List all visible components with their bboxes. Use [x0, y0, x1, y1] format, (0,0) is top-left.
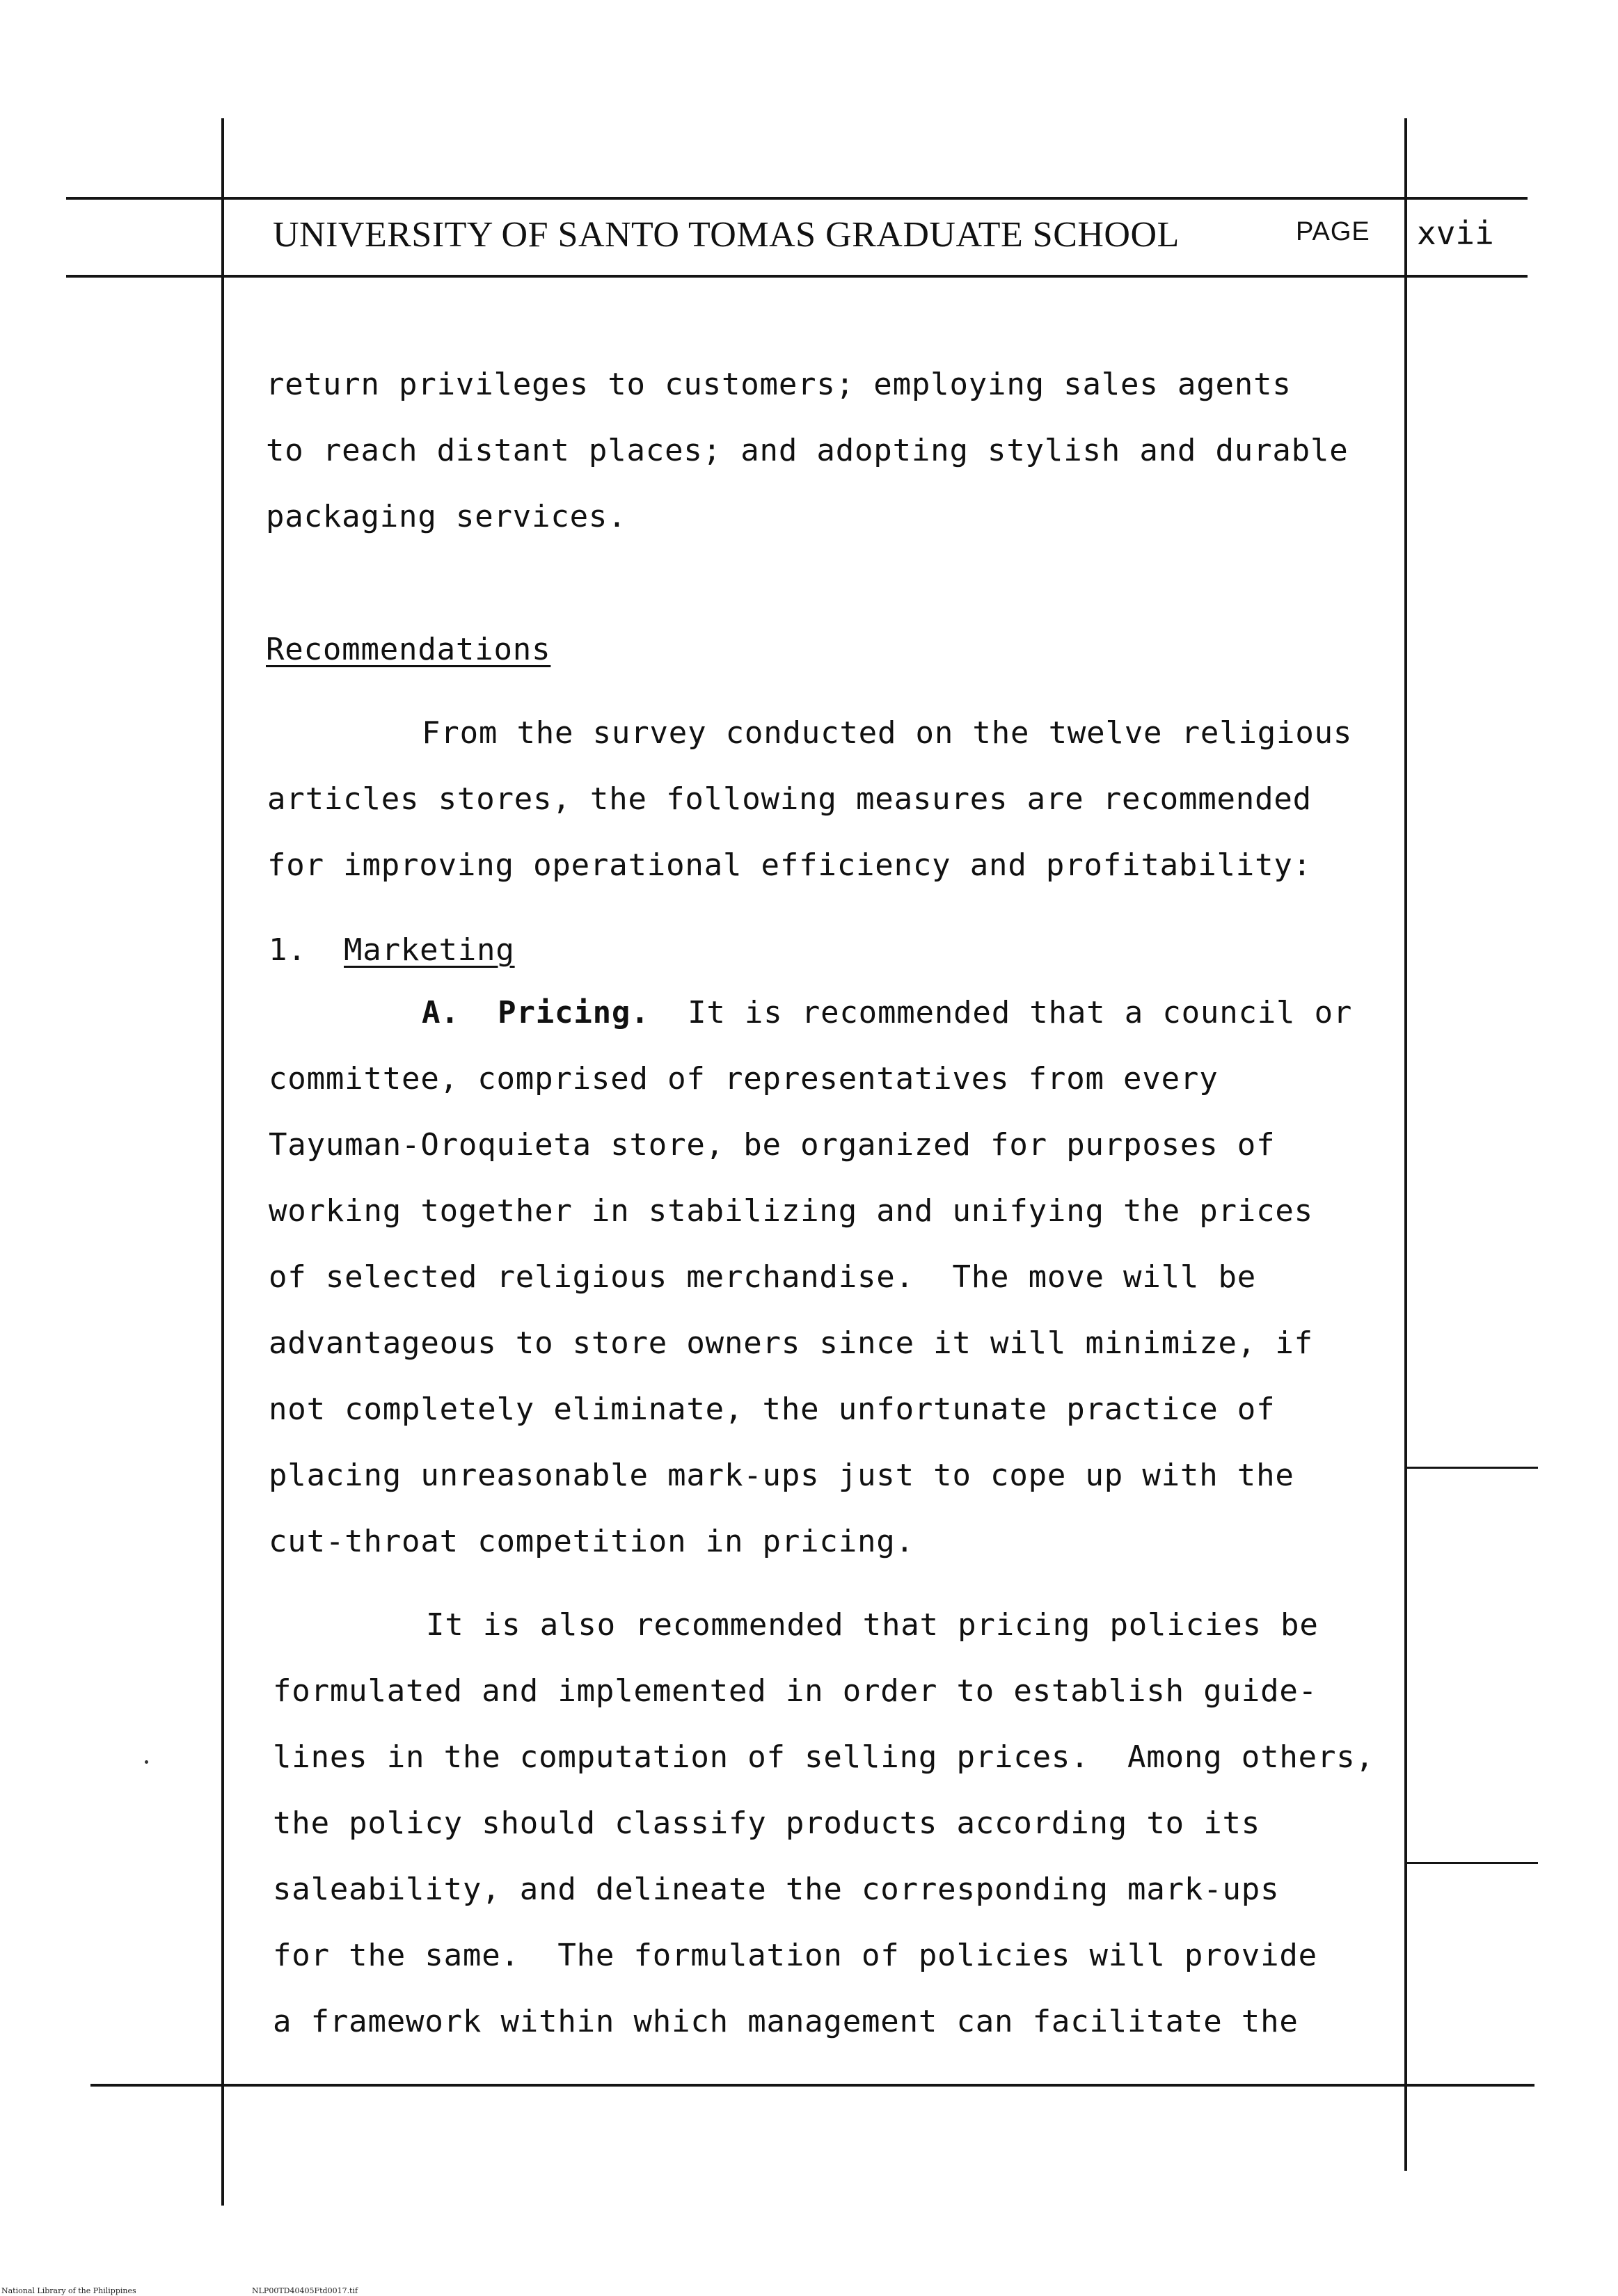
page-number: xvii [1417, 214, 1494, 252]
text-line: working together in stabilizing and unifying the prices [269, 1193, 1313, 1229]
text-line: It is also recommended that pricing policies be [426, 1607, 1319, 1643]
text-line: placing unreasonable mark-ups just to cope up with the [269, 1458, 1294, 1493]
section-heading: Recommendations [266, 632, 551, 667]
text-line: to reach distant places; and adopting stylish and durable [266, 433, 1349, 468]
text-line: packaging services. [266, 499, 627, 534]
text-line: cut-throat competition in pricing. [269, 1524, 914, 1559]
stray-mark [145, 1760, 148, 1764]
page-label: PAGE [1296, 217, 1370, 246]
text-line: formulated and implemented in order to establish guide- [273, 1673, 1317, 1709]
text-line: advantageous to store owners since it will minimize, if [269, 1325, 1313, 1361]
text-line: It is recommended that a council or [649, 995, 1353, 1030]
footer-rule [90, 2084, 1534, 2087]
text-line: not completely eliminate, the unfortunate practice of [269, 1392, 1276, 1427]
header-top-rule [66, 197, 1528, 200]
subitem-label: A. Pricing. [422, 995, 650, 1030]
footer-file-id: NLP00TD40405Ftd0017.tif [252, 2286, 358, 2295]
header-bottom-rule [66, 275, 1528, 278]
text-line: articles stores, the following measures are recommended [267, 781, 1312, 817]
text-line: From the survey conducted on the twelve religious [422, 715, 1353, 751]
item-heading: Marketing [344, 932, 515, 968]
text-line: of selected religious merchandise. The move will be [269, 1259, 1257, 1295]
text-line: Tayuman-Oroquieta store, be organized for purposes of [269, 1127, 1276, 1163]
header-institution: UNIVERSITY OF SANTO TOMAS GRADUATE SCHOOL [273, 215, 1180, 255]
text-line: the policy should classify products according to its [273, 1805, 1261, 1841]
left-margin-rule [221, 118, 224, 2206]
text-line: lines in the computation of selling prices. Among others, [273, 1739, 1374, 1775]
text-line: for improving operational efficiency and profitability: [267, 847, 1312, 883]
item-number: 1. [269, 932, 307, 968]
text-line: return privileges to customers; employing sales agents [266, 367, 1292, 402]
right-side-tick-2 [1406, 1862, 1538, 1864]
right-side-tick-1 [1406, 1467, 1538, 1469]
pricing-first-line [422, 995, 1352, 1030]
text-line: saleability, and delineate the corresponding mark-ups [273, 1872, 1280, 1907]
text-line: a framework within which management can facilitate the [273, 2004, 1299, 2039]
text-line: for the same. The formulation of policies will provide [273, 1938, 1317, 1973]
text-line: committee, comprised of representatives from every [269, 1061, 1219, 1097]
footer-library: National Library of the Philippines [1, 2286, 136, 2295]
